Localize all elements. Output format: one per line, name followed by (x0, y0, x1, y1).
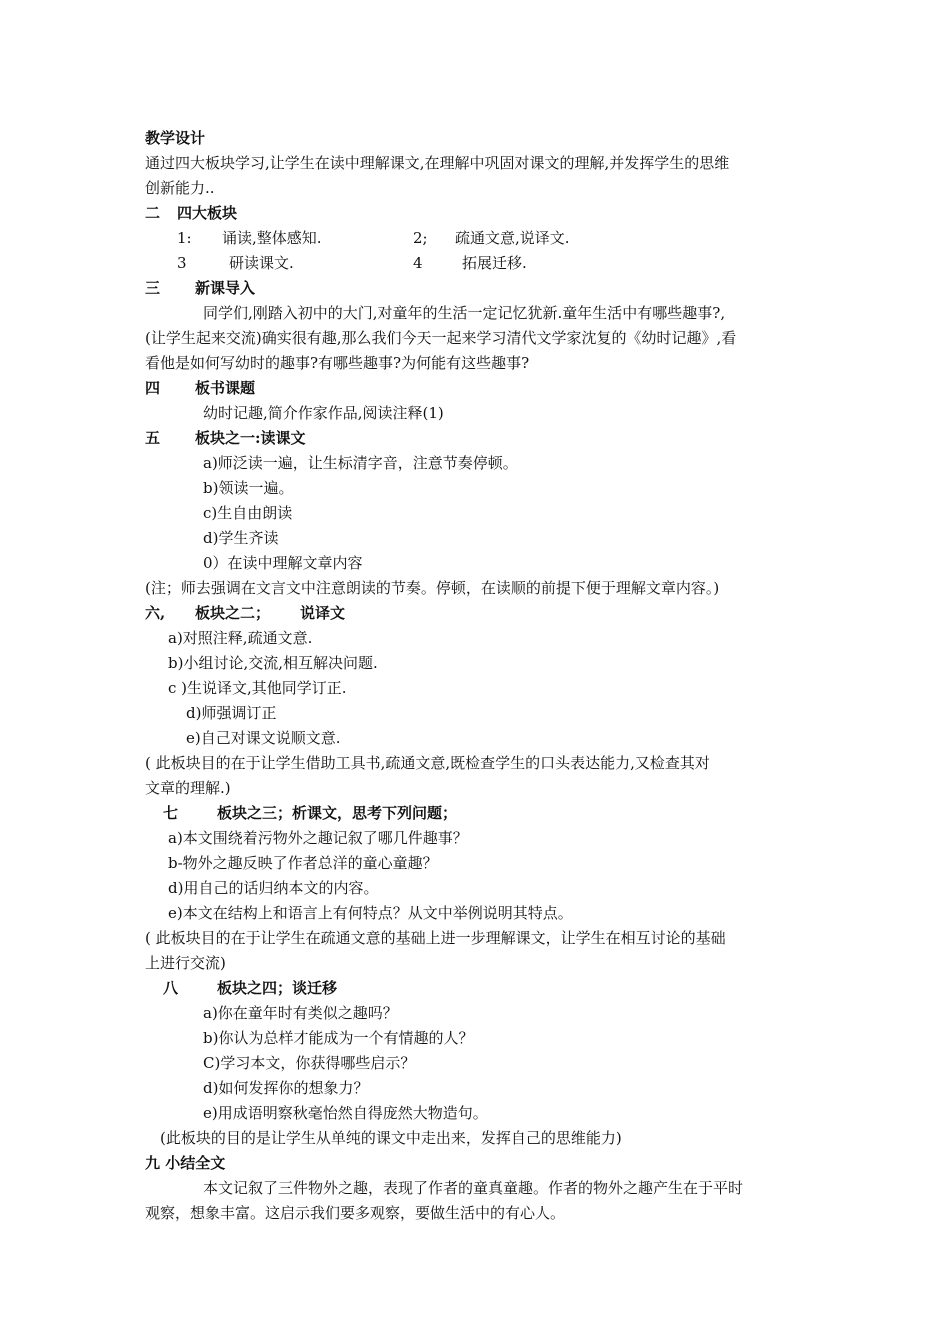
intro-line-2: 创新能力.. (145, 179, 215, 197)
section-number: 六, (145, 604, 166, 622)
section-4-heading (145, 378, 255, 398)
summary-line-1: 本文记叙了三件物外之趣，表现了作者的童真童趣。作者的物外之趣产生在于平时 (203, 1179, 744, 1197)
list-item: b)你认为总样才能成为一个有情趣的人？ (203, 1029, 474, 1047)
section-8-heading (163, 978, 337, 998)
section-8-note: (此板块的目的是让学生从单纯的课文中走出来，发挥自己的思维能力) (160, 1129, 622, 1147)
section-number: 三 (145, 279, 161, 297)
section-7-note-line-1: ( 此板块目的在于让学生在疏通文意的基础上进一步理解课文，让学生在相互讨论的基础 (145, 929, 726, 947)
intro-para-line-3: 看他是如何写幼时的趣事?有哪些趣事?为何能有这些趣事? (145, 354, 530, 372)
section-7-heading (163, 803, 457, 823)
section-6-note-line-2: 文章的理解.) (145, 779, 231, 797)
section-5-note: (注；师去强调在文言文中注意朗读的节奏。停顿，在读顺的前提下便于理解文章内容。) (145, 579, 720, 597)
section-9-heading: 九 小结全文 (145, 1154, 226, 1172)
list-item: d)学生齐读 (203, 529, 279, 547)
section-6-heading (145, 603, 345, 623)
section-number: 五 (145, 429, 161, 447)
intro-para-line-1: 同学们,刚踏入初中的大门,对童年的生活一定记忆犹新.童年生活中有哪些趣事?, (203, 304, 726, 322)
board-title-line: 幼时记趣,简介作家作品,阅读注释(1) (203, 404, 444, 422)
plan-item-4: 拓展迁移. (462, 254, 527, 272)
intro-line-1: 通过四大板块学习,让学生在读中理解课文,在理解中巩固对课文的理解,并发挥学生的思维 (145, 154, 730, 172)
intro-para-line-2: (让学生起来交流)确实很有趣,那么我们今天一起来学习清代文学家沈复的《幼时记趣》,看 (145, 329, 737, 347)
list-item: b)领读一遍。 (203, 479, 294, 497)
list-item: 0）在读中理解文章内容 (203, 554, 363, 572)
list-item: a)本文围绕着污物外之趣记叙了哪几件趣事？ (168, 829, 468, 847)
list-item: d)用自己的话归纳本文的内容。 (168, 879, 379, 897)
section-title: 板块之三；析课文，思考下列问题； (217, 804, 458, 822)
list-item: e)自己对课文说顺文意. (186, 729, 341, 747)
plan-item-2-number: 2; (413, 229, 428, 247)
section-title: 板块之一:读课文 (195, 429, 306, 447)
section-title: 板块之二； (195, 604, 271, 622)
plan-item-2: 疏通文意,说译文. (455, 229, 570, 247)
list-item: b-物外之趣反映了作者总洋的童心童趣？ (168, 854, 438, 872)
section-6-note-line-1: ( 此板块目的在于让学生借助工具书,疏通文意,既检查学生的口头表达能力,又检查其对 (145, 754, 710, 772)
section-title: 板书课题 (195, 379, 256, 397)
section-number: 二 (145, 204, 161, 222)
list-item: c )生说译文,其他同学订正. (168, 679, 347, 697)
doc-title: 教学设计 (145, 129, 206, 147)
plan-item-3: 研读课文. (229, 254, 294, 272)
list-item: a)师泛读一遍，让生标清字音，注意节奏停顿。 (203, 454, 518, 472)
list-item: e)本文在结构上和语言上有何特点？从文中举例说明其特点。 (168, 904, 573, 922)
list-item: b)小组讨论,交流,相互解决问题. (168, 654, 378, 672)
list-item: c)生自由朗读 (203, 504, 293, 522)
section-subtitle: 说译文 (300, 604, 346, 622)
section-7-note-line-2: 上进行交流) (145, 954, 226, 972)
section-title: 新课导入 (195, 279, 256, 297)
plan-item-1: 诵读,整体感知. (222, 229, 322, 247)
section-number: 七 (163, 804, 179, 822)
plan-item-4-number: 4 (413, 254, 423, 272)
section-3-heading (145, 278, 255, 298)
list-item: d)如何发挥你的想象力？ (203, 1079, 369, 1097)
list-item: C)学习本文，你获得哪些启示？ (203, 1054, 416, 1072)
summary-line-2: 观察，想象丰富。这启示我们要多观察，要做生活中的有心人。 (145, 1204, 566, 1222)
section-number: 四 (145, 379, 161, 397)
section-5-heading (145, 428, 306, 448)
plan-item-3-number: 3 (177, 254, 187, 272)
section-number: 八 (163, 979, 179, 997)
list-item: a)你在童年时有类似之趣吗？ (203, 1004, 398, 1022)
section-2-heading (145, 203, 237, 223)
list-item: a)对照注释,疏通文意. (168, 629, 313, 647)
section-title: 四大板块 (177, 204, 238, 222)
section-title: 板块之四；谈迁移 (217, 979, 338, 997)
list-item: e)用成语明察秋毫怡然自得庞然大物造句。 (203, 1104, 488, 1122)
plan-item-1-number: 1: (177, 229, 192, 247)
list-item: d)师强调订正 (186, 704, 277, 722)
